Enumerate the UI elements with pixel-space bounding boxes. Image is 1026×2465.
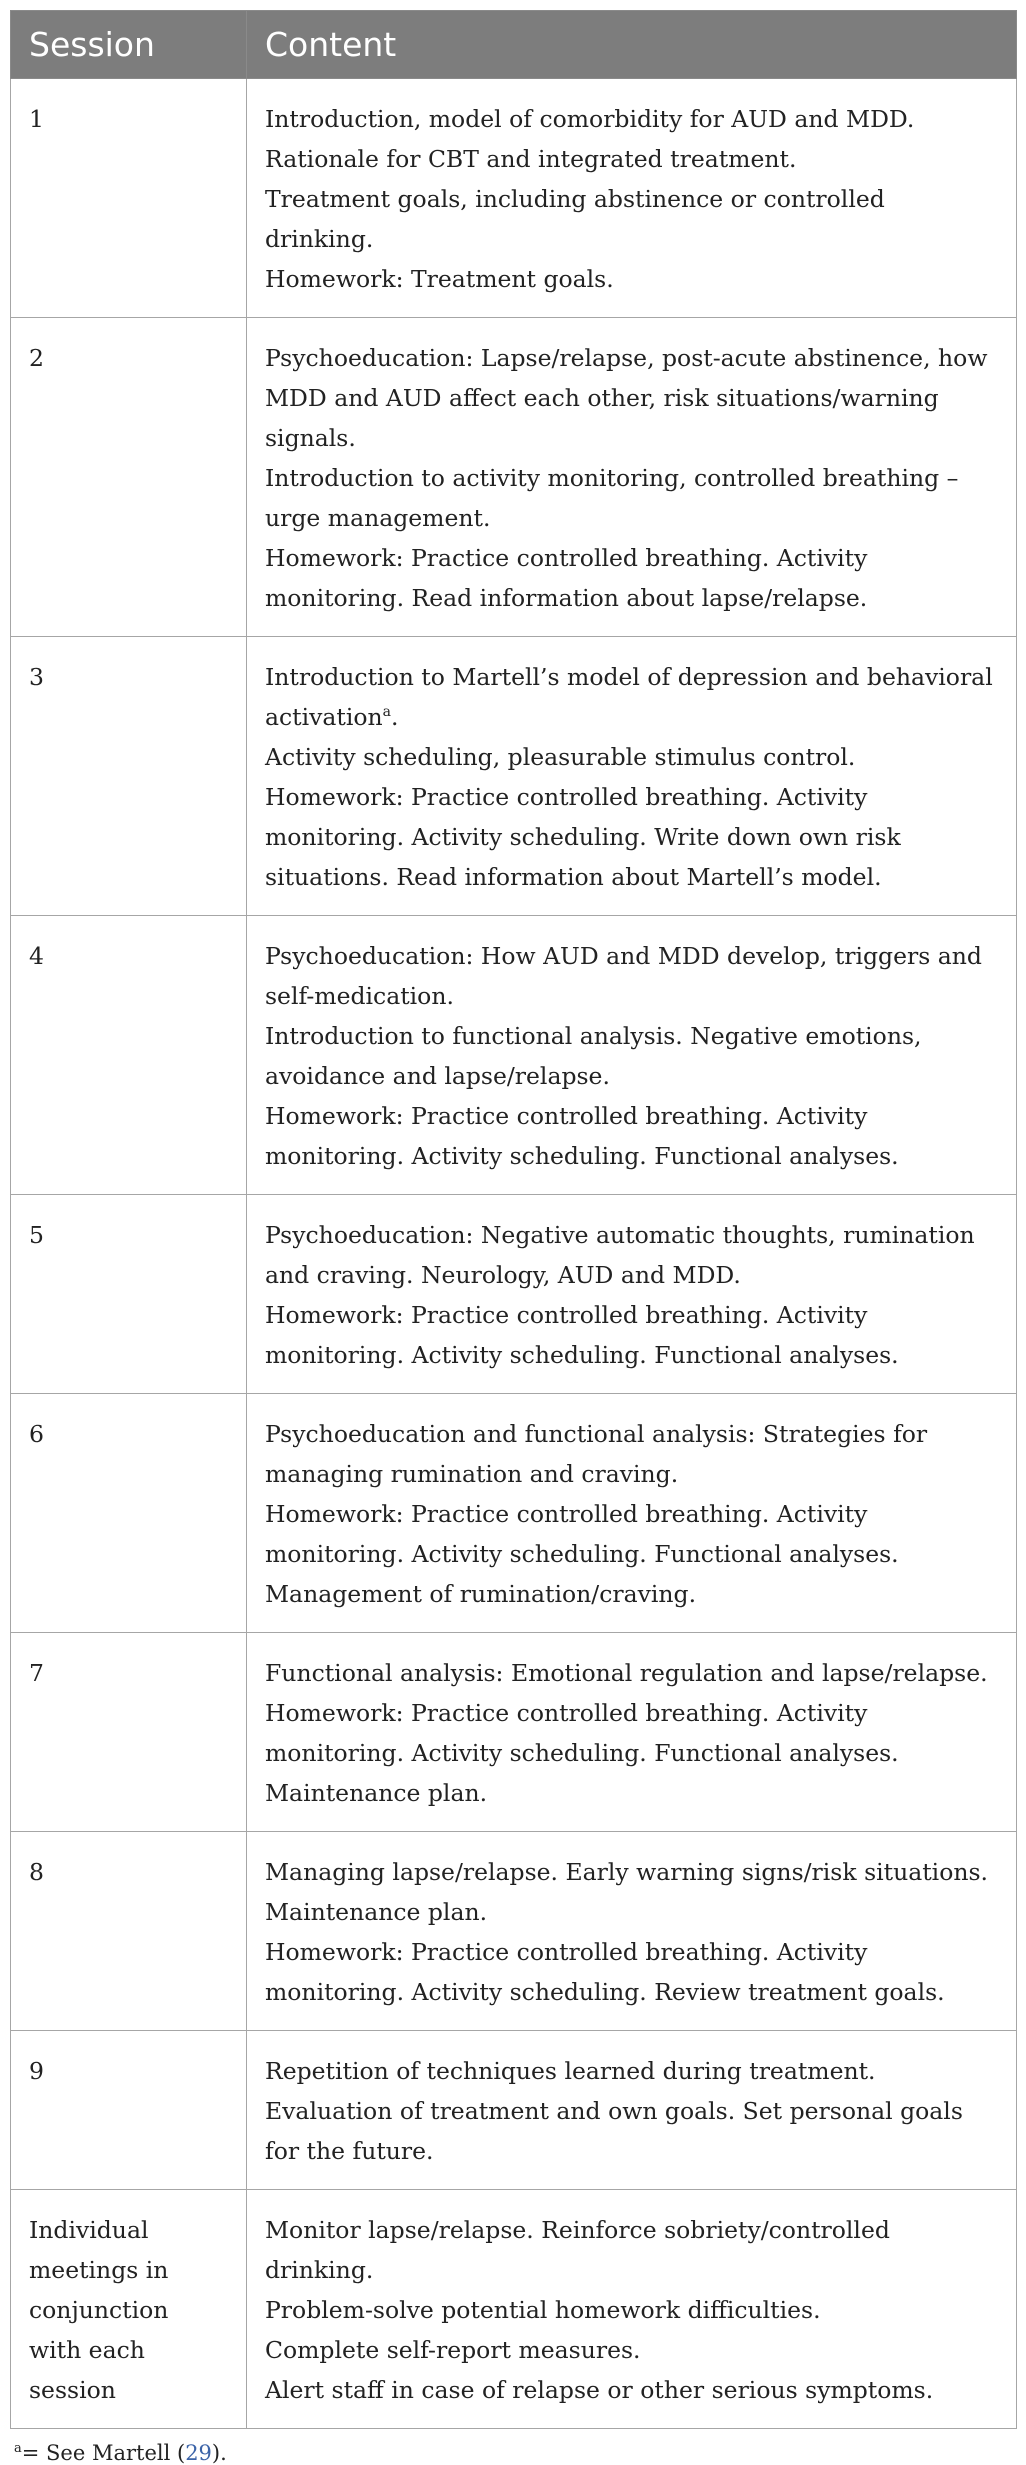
content-line <box>265 737 998 777</box>
session-number: 3 <box>11 637 247 916</box>
content-line-text: Activity scheduling, pleasurable stimulus control. <box>265 743 856 771</box>
table-row <box>11 1832 1017 2031</box>
session-number: 9 <box>11 2031 247 2190</box>
table-container <box>10 10 1016 2465</box>
footnote-marker: a <box>14 2441 22 2456</box>
session-content <box>247 2190 1017 2429</box>
table-row <box>11 916 1017 1195</box>
content-line-text: Managing lapse/relapse. Early warning signs/risk situations. Maintenance plan. <box>265 1858 989 1926</box>
content-line <box>265 2051 998 2171</box>
table-row <box>11 2031 1017 2190</box>
footnote-suffix: ). <box>211 2441 227 2465</box>
table-row <box>11 1195 1017 1394</box>
content-line <box>265 1414 998 1494</box>
content-line-text: Monitor lapse/relapse. Reinforce sobriety/controlled drinking. <box>265 2216 890 2284</box>
content-line-text: Treatment goals, including abstinence or controlled drinking. <box>265 185 885 253</box>
session-content <box>247 2031 1017 2190</box>
content-line-text: Introduction, model of comorbidity for AUD and MDD. <box>265 105 915 133</box>
content-line-text: Homework: Practice controlled breathing. Activity monitoring. Activity scheduling. Functional analyses. <box>265 1102 899 1170</box>
session-number: 2 <box>11 318 247 637</box>
session-number: 7 <box>11 1633 247 1832</box>
table-row <box>11 1394 1017 1633</box>
content-line-text: Psychoeducation: How AUD and MDD develop, triggers and self-medication. <box>265 942 982 1010</box>
session-number: 8 <box>11 1832 247 2031</box>
content-line-text: Homework: Practice controlled breathing. Activity monitoring. Activity scheduling. Functional analyses. Maintenance plan. <box>265 1699 899 1807</box>
session-content <box>247 916 1017 1195</box>
content-line-text: Complete self-report measures. <box>265 2336 641 2364</box>
content-line <box>265 1494 998 1614</box>
content-line-text: Homework: Treatment goals. <box>265 265 614 293</box>
footnote-marker: a <box>382 704 392 721</box>
table-row <box>11 1633 1017 1832</box>
content-line-text: Psychoeducation and functional analysis: Strategies for managing rumination and craving. <box>265 1420 928 1488</box>
table-body <box>11 79 1017 2429</box>
content-line <box>265 538 998 618</box>
content-line <box>265 2210 998 2290</box>
session-content <box>247 1832 1017 2031</box>
header-session: Session <box>11 11 247 79</box>
session-content <box>247 637 1017 916</box>
table-footnote <box>10 2441 1016 2465</box>
content-line <box>265 99 998 139</box>
content-line-text: Alert staff in case of relapse or other serious symptoms. <box>265 2376 934 2404</box>
session-number: 6 <box>11 1394 247 1633</box>
content-line <box>265 179 998 259</box>
table-row <box>11 318 1017 637</box>
content-line-text: Homework: Practice controlled breathing. Activity monitoring. Activity scheduling. Write down own risk situations. Read information about Martell’s model. <box>265 783 901 891</box>
content-line <box>265 2330 998 2370</box>
header-content: Content <box>247 11 1017 79</box>
content-line <box>265 259 998 299</box>
content-line <box>265 777 998 897</box>
content-line-text: Homework: Practice controlled breathing. Activity monitoring. Read information about lapse/relapse. <box>265 544 868 612</box>
content-line <box>265 139 998 179</box>
table-row <box>11 79 1017 318</box>
content-line <box>265 2370 998 2410</box>
content-line-text: Homework: Practice controlled breathing. Activity monitoring. Activity scheduling. Functional analyses. Management of rumination/craving. <box>265 1500 899 1608</box>
table-header-row <box>11 11 1017 79</box>
content-line <box>265 1295 998 1375</box>
content-line-text: Psychoeducation: Lapse/relapse, post-acute abstinence, how MDD and AUD affect each other, risk situations/warning signals. <box>265 344 988 452</box>
content-line-text: Problem-solve potential homework difficulties. <box>265 2296 821 2324</box>
content-line <box>265 1016 998 1096</box>
footnote-text: = See Martell ( <box>21 2441 186 2465</box>
content-line-text: Functional analysis: Emotional regulation and lapse/relapse. <box>265 1659 988 1687</box>
content-line <box>265 936 998 1016</box>
content-line <box>265 657 998 737</box>
content-line <box>265 2290 998 2330</box>
content-line <box>265 1215 998 1295</box>
content-line-text: Introduction to activity monitoring, controlled breathing – urge management. <box>265 464 959 532</box>
footnote-reference-link[interactable]: 29 <box>185 2441 212 2465</box>
content-line-text: Rationale for CBT and integrated treatment. <box>265 145 797 173</box>
table-row <box>11 637 1017 916</box>
content-line-text: Homework: Practice controlled breathing. Activity monitoring. Activity scheduling. Functional analyses. <box>265 1301 899 1369</box>
content-line <box>265 1932 998 2012</box>
session-content <box>247 1633 1017 1832</box>
session-number: 4 <box>11 916 247 1195</box>
session-number: 5 <box>11 1195 247 1394</box>
content-line <box>265 1653 998 1693</box>
session-content <box>247 79 1017 318</box>
session-content <box>247 1195 1017 1394</box>
session-content <box>247 318 1017 637</box>
sessions-table <box>10 10 1017 2429</box>
content-line-text: Introduction to Martell’s model of depression and behavioral activation <box>265 663 993 731</box>
content-line-text: Introduction to functional analysis. Negative emotions, avoidance and lapse/relapse. <box>265 1022 922 1090</box>
content-line <box>265 458 998 538</box>
content-line <box>265 1693 998 1813</box>
session-number: Individual meetings in conjunction with each session <box>11 2190 247 2429</box>
content-line-text: Homework: Practice controlled breathing. Activity monitoring. Activity scheduling. Review treatment goals. <box>265 1938 945 2006</box>
content-line-suffix: . <box>391 703 399 731</box>
content-line <box>265 1852 998 1932</box>
content-line <box>265 1096 998 1176</box>
content-line-text: Repetition of techniques learned during treatment. Evaluation of treatment and own goals. Set personal goals for the future. <box>265 2057 963 2165</box>
table-row <box>11 2190 1017 2429</box>
session-number: 1 <box>11 79 247 318</box>
session-content <box>247 1394 1017 1633</box>
content-line <box>265 338 998 458</box>
content-line-text: Psychoeducation: Negative automatic thoughts, rumination and craving. Neurology, AUD and MDD. <box>265 1221 975 1289</box>
